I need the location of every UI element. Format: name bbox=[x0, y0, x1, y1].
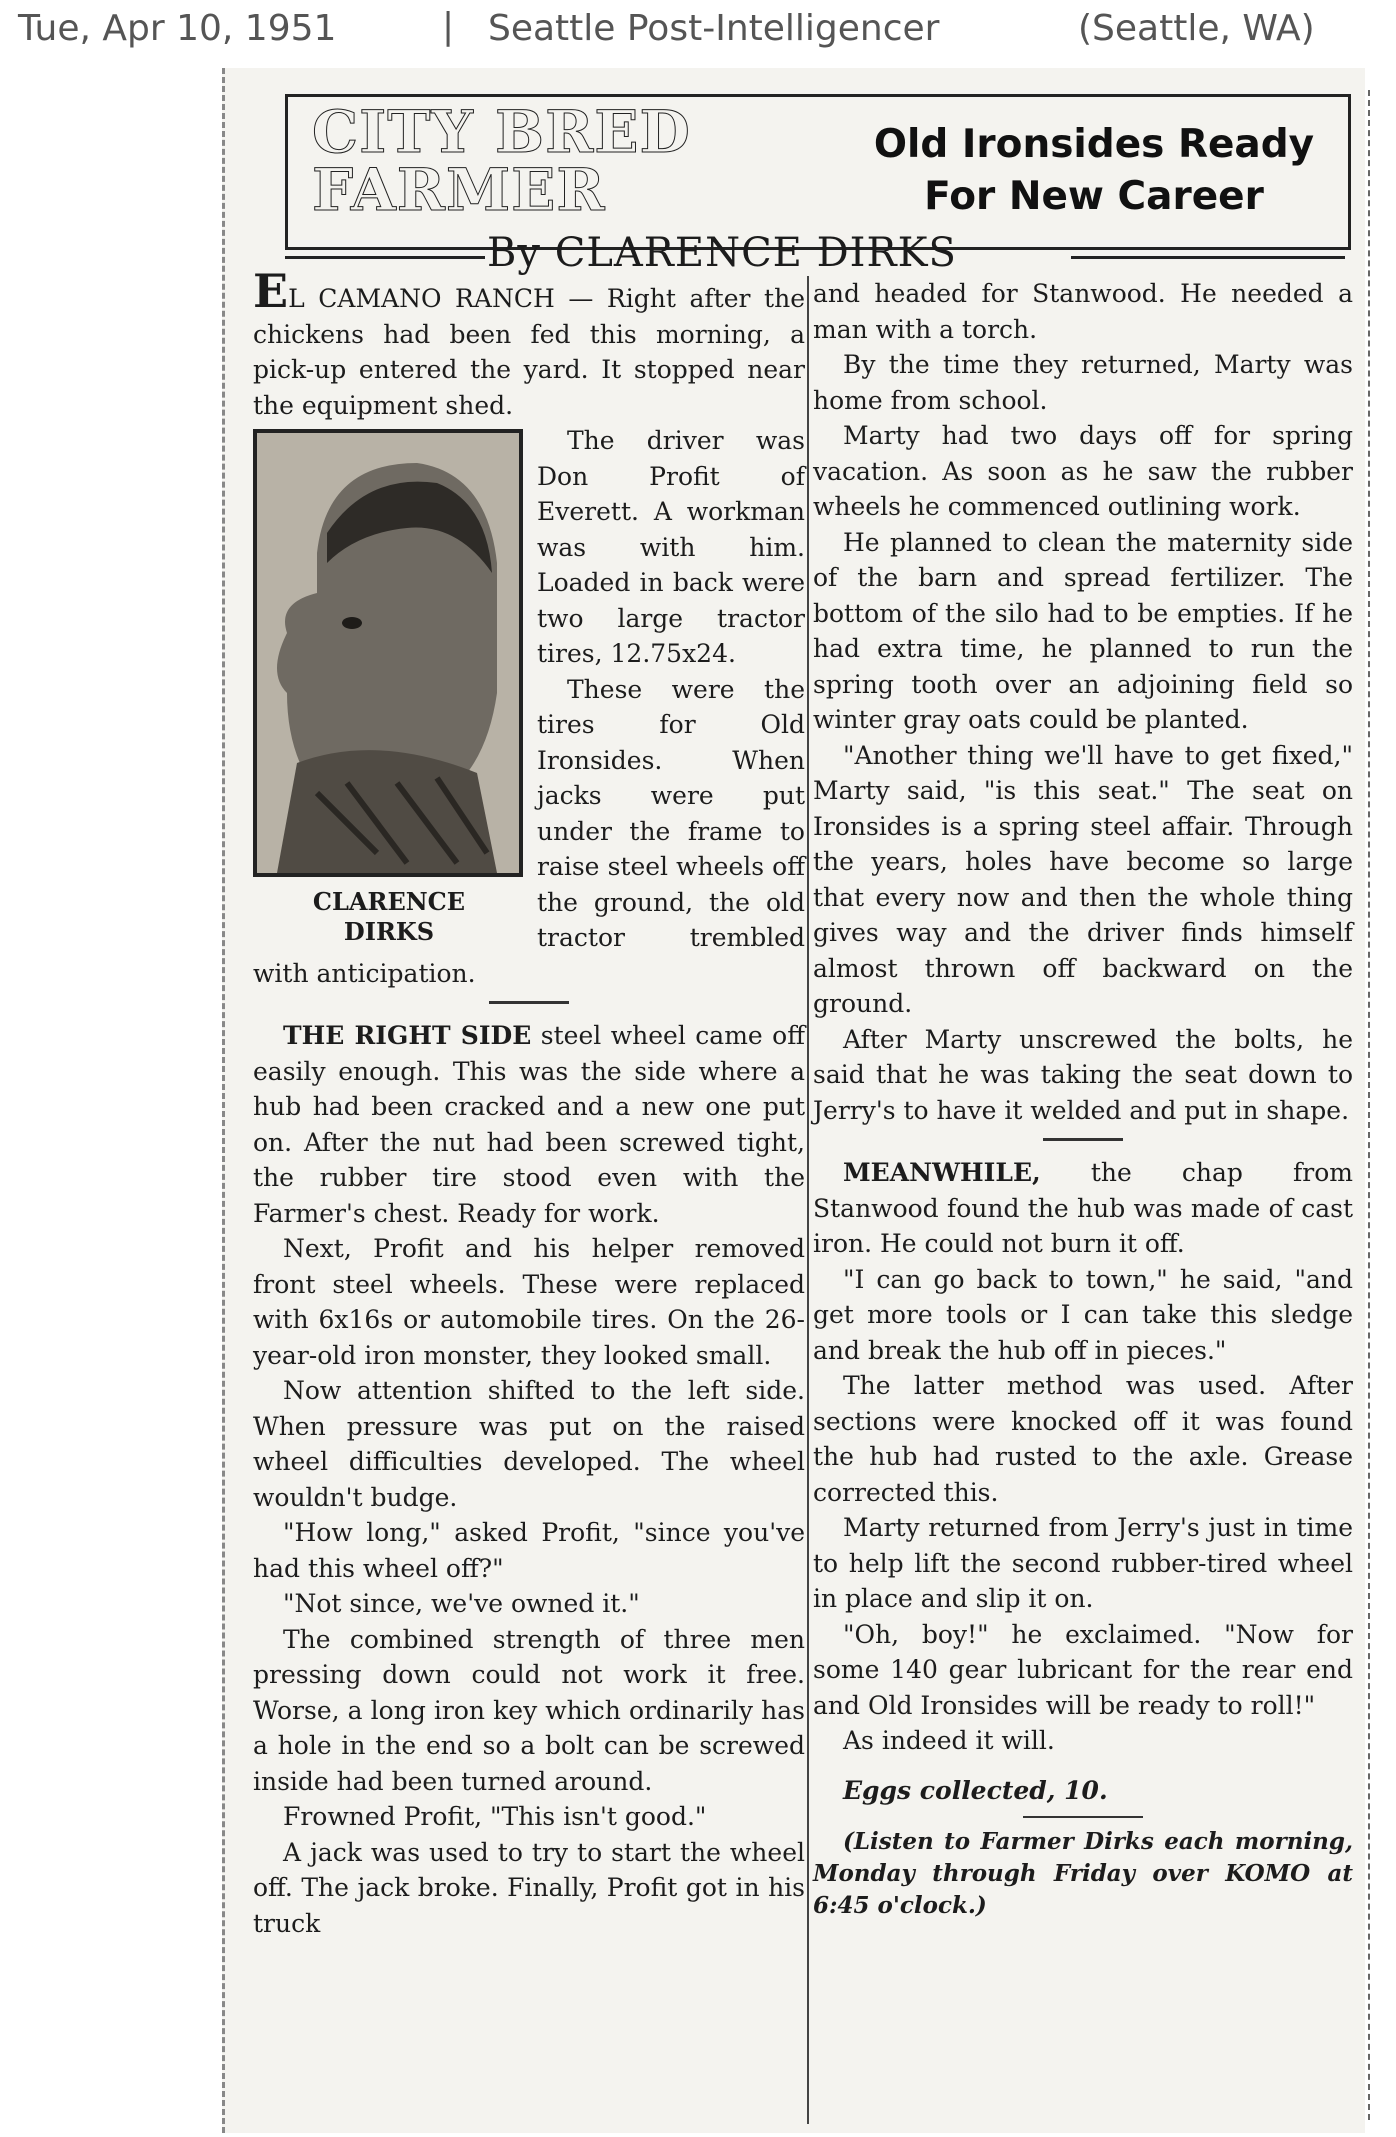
paragraph: "I can go back to town," he said, "and get more tools or I can take this sledge and break the hub off in pieces." bbox=[813, 1264, 1353, 1365]
paragraph: As indeed it will. bbox=[843, 1726, 1055, 1755]
paragraph-text: L CAMANO RANCH — Right after the chickens had been fed this morning, a pick-up entered the yard. It stopped near the equipment shed. bbox=[253, 284, 805, 420]
drop-cap: E bbox=[253, 264, 289, 318]
portrait-caption bbox=[253, 887, 525, 947]
paragraph: These were the tires for Old Ironsides. When jacks were put under the frame to raise steel wheels off the ground, the old tractor trembled with anticipation. bbox=[253, 674, 805, 988]
paragraph-text: the chap from Stanwood found the hub was made of cast iron. He could not burn it off. bbox=[813, 1158, 1353, 1258]
paragraph: Marty had two days off for spring vacation. As soon as he saw the rubber wheels he commenced outlining work. bbox=[813, 421, 1353, 521]
publication-date: Tue, Apr 10, 1951 bbox=[18, 8, 337, 49]
paragraph: Now attention shifted to the left side. When pressure was put on the raised wheel difficulties developed. The wheel wouldn't budge. bbox=[253, 1376, 805, 1512]
headline bbox=[844, 119, 1344, 223]
subhead: MEANWHILE, bbox=[843, 1158, 1041, 1187]
masthead-separator: | bbox=[442, 6, 455, 47]
paragraph: and headed for Stanwood. He needed a man with a torch. bbox=[813, 279, 1353, 344]
paragraph: Frowned Profit, "This isn't good." bbox=[283, 1802, 707, 1831]
paragraph: The latter method was used. After sections were knocked off it was found the hub had rusted to the axle. Grease corrected this. bbox=[813, 1371, 1353, 1507]
caption-line2: DIRKS bbox=[343, 917, 435, 946]
newspaper-clipping bbox=[222, 68, 1365, 2133]
paragraph: Next, Profit and his helper removed front steel wheels. These were replaced with 6x16s or automobile tires. On the 26-year-old iron monster, they looked small. bbox=[253, 1234, 805, 1370]
byline-text: By CLARENCE DIRKS bbox=[487, 230, 957, 276]
subhead: THE RIGHT SIDE bbox=[283, 1021, 532, 1050]
closing-rule bbox=[1023, 1816, 1143, 1818]
section-rule bbox=[1043, 1138, 1123, 1141]
paragraph: "Not since, we've owned it." bbox=[283, 1589, 640, 1618]
paragraph-text: steel wheel came off easily enough. This was the side where a hub had been cracked and a new one put on. After the nut had been screwed tight, the rubber tire stood even with the Farmer's chest. Ready for work. bbox=[253, 1021, 805, 1228]
portrait-illustration bbox=[257, 433, 519, 873]
series-title bbox=[312, 98, 691, 224]
paragraph: The combined strength of three men pressing down could not work it free. Worse, a long iron key which ordinarily has a hole in the end so a bolt can be screwed inside had been turned around. bbox=[253, 1624, 805, 1796]
clipping-right-edge bbox=[1368, 90, 1370, 2120]
paragraph: "Another thing we'll have to get fixed," Marty said, "is this seat." The seat on Ironsides is a spring steel affair. Through the years, holes have become so large that every now and then the whole thing gives way and the driver finds himself almost thrown off backward on the ground. bbox=[813, 740, 1353, 1018]
paragraph bbox=[253, 264, 805, 423]
paragraph: A jack was used to try to start the wheel off. The jack broke. Finally, Profit got in his truck bbox=[253, 1837, 805, 1938]
paragraph: "Oh, boy!" he exclaimed. "Now for some 140 gear lubricant for the rear end and Old Ironsides will be ready to roll!" bbox=[813, 1619, 1353, 1720]
byline-rule-left bbox=[285, 256, 485, 259]
archive-masthead bbox=[0, 0, 1396, 60]
radio-note: (Listen to Farmer Dirks each morning, Monday through Friday over KOMO at 6:45 o'clock.) bbox=[813, 1828, 1353, 1919]
section-rule bbox=[489, 1001, 569, 1004]
headline-line1: Old Ironsides Ready bbox=[873, 122, 1315, 167]
series-title-line1: CITY BRED bbox=[312, 98, 691, 166]
paragraph: Marty returned from Jerry's just in time to help lift the second rubber-tired wheel in place and slip it on. bbox=[813, 1513, 1353, 1613]
author-portrait bbox=[253, 429, 523, 877]
newspaper-name: Seattle Post-Intelligencer bbox=[488, 8, 940, 49]
newspaper-location: (Seattle, WA) bbox=[1078, 8, 1315, 49]
paragraph: The driver was Don Profit of Everett. A workman was with him. Loaded in back were two large tractor tires, 12.75x24. bbox=[537, 426, 805, 668]
byline-rule-right bbox=[1071, 256, 1345, 259]
article-column-right bbox=[813, 276, 1353, 1922]
headline-line2: For New Career bbox=[924, 174, 1264, 219]
portrait-figure bbox=[253, 429, 525, 947]
headline-box bbox=[285, 94, 1351, 250]
eggs-collected: Eggs collected, 10. bbox=[843, 1775, 1108, 1805]
paragraph: By the time they returned, Marty was home from school. bbox=[813, 350, 1353, 415]
series-title-line2: FARMER bbox=[312, 156, 606, 224]
paragraph: "How long," asked Profit, "since you've had this wheel off?" bbox=[253, 1518, 805, 1583]
caption-line1: CLARENCE bbox=[312, 887, 466, 916]
paragraph: He planned to clean the maternity side of the barn and spread fertilizer. The bottom of the silo had to be empties. If he had extra time, he planned to run the spring tooth over an adjoining field so winter gray oats could be planted. bbox=[813, 527, 1353, 734]
article-column-left bbox=[253, 264, 805, 1941]
paragraph bbox=[253, 1018, 805, 1231]
paragraph bbox=[813, 1155, 1353, 1262]
column-divider bbox=[807, 276, 809, 2124]
paragraph: After Marty unscrewed the bolts, he said that he was taking the seat down to Jerry's to have it welded and put in shape. bbox=[813, 1024, 1353, 1125]
